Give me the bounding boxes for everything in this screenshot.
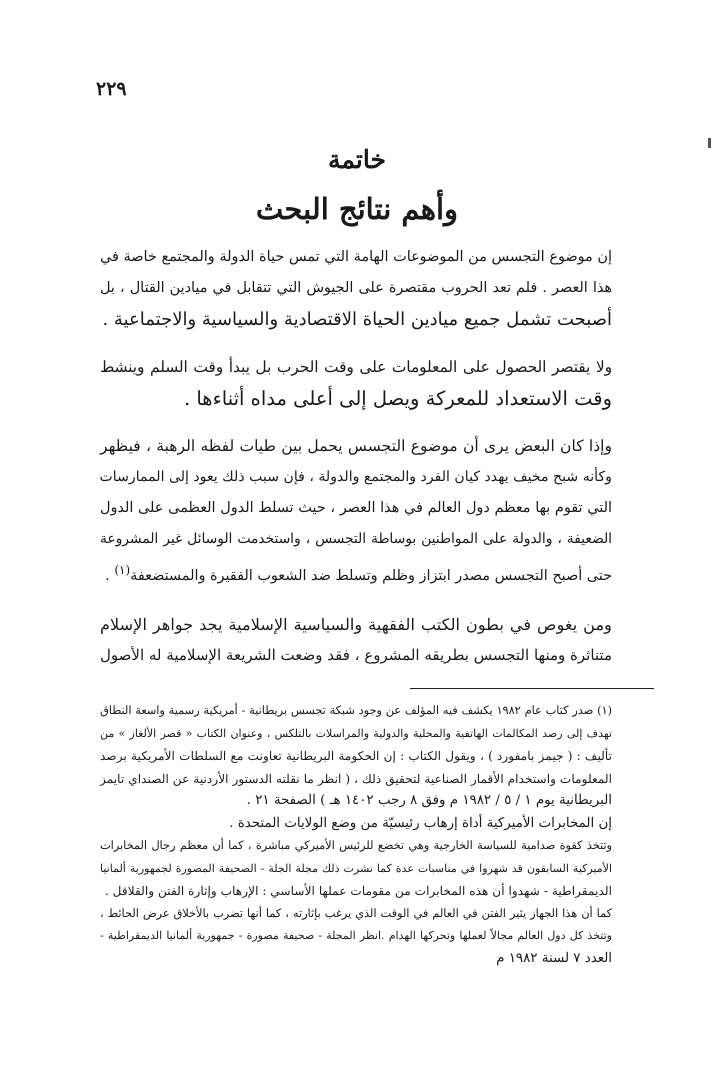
footnote-line: تهدف إلى رصد المكالمات الهاتفية والمحلية والدولية والمراسلات بالتلكس ، وعنوان الكتاب « قصر الألغاز » من [100, 726, 612, 740]
footnote-line: كما أن هذا الجهاز يثير الفتن في العالم في الوقت الذي يرغب بإثارته ، كما أنها تضرب بالأخلاق عرض الحائط ، [100, 906, 612, 920]
text-line: متناثرة ومنها التجسس بطريقه المشروع ، فقد وضعت الشريعة الإسلامية له الأصول [100, 645, 612, 664]
paragraph [100, 609, 612, 671]
sentence-end: . [105, 567, 115, 584]
footnote-line: المعلومات واستخدام الأقمار الصناعية لتحقيق ذلك ، ( انظر ما نقلته الدستور الأردنية عن الصنداي تايمز [100, 771, 612, 786]
text-line: هذا العصر . فلم تعد الحروب مقتصرة على الجيوش التي تتقابل في ميادين القتال ، بل [100, 280, 612, 296]
paragraph [100, 431, 612, 592]
chapter-subtitle: وأهم نتائج البحث [255, 192, 459, 226]
chapter-title: خاتمة [328, 145, 386, 174]
text-line: وقت الاستعداد للمعركة ويصل إلى أعلى مداه أثناءها . [183, 387, 612, 410]
paragraph [100, 352, 612, 414]
footnote-line: تأليف : ( جيمز بامفورد ) ، ويقول الكتاب : إن الحكومة البريطانية تعاونت مع السلطات الأمريكية برصد [100, 749, 612, 763]
footnote-line: الأميركية السابقون قد شهروا في مناسبات عدة كما نشرت ذلك مجلة الجلة - الصحيفة المصورة لجمهورية ألمانيا [100, 861, 612, 875]
footnote-line: (١) صدر كتاب عام ١٩٨٢ يكشف فيه المؤلف عن وجود شبكة تجسس بريطانية - أمريكية رسمية واسعة النطاق [100, 704, 612, 717]
text-line: أصبحت تشمل جميع ميادين الحياة الاقتصادية والسياسية والاجتماعية . [102, 309, 612, 330]
footnote-line: البريطانية يوم ١ / ٥ / ١٩٨٢ م وفق ٨ رجب ١٤٠٢ هـ ) الصفحة ٢١ . [246, 793, 612, 808]
paragraph [100, 242, 612, 335]
text-line: وكأنه شبح مخيف يهدد كيان الفرد والمجتمع والدولة ، فإن سبب ذلك يعود إلى الممارسات [99, 469, 612, 485]
footnote-line: الديمقراطية - شهدوا أن هذه المخابرات من مقومات عملها الأساسي : الإرهاب وإثارة الفتن والقلاقل . [104, 884, 612, 898]
footnotes [100, 700, 612, 970]
text-line: وإذا كان البعض يرى أن موضوع التجسس يحمل بين طيات لفظه الرهبة ، فيظهر [100, 437, 612, 455]
text-line: التي تقوم بها معظم دول العالم في هذا العصر ، حيث تسلط الدول العظمى على الدول [100, 500, 612, 516]
footnote-divider [410, 688, 654, 689]
footnote-line: العدد ٧ لسنة ١٩٨٢ م [496, 950, 612, 966]
page-number: ٢٢٩ [96, 78, 127, 100]
text-line: ولا يقتصر الحصول على المعلومات على وقت الحرب بل يبدأ وقت السلم وينشط [100, 358, 612, 376]
footnote-reference[interactable]: (١) [114, 563, 131, 577]
text-line: إن موضوع التجسس من الموضوعات الهامة التي تمس حياة الدولة والمجتمع خاصة في [100, 249, 612, 265]
text-line-content: حتى أصبح التجسس مصدر ابتزاز وظلم وتسلط ضد الشعوب الفقيرة والمستضعفة [130, 567, 612, 584]
footnote-line: وتتخذ كقوة صدامية للسياسة الخارجية وهي تخضع للرئيس الأميركي مباشرة ، كما أن معظم رجال المخابرات [100, 839, 612, 852]
body-text [100, 242, 612, 671]
text-line [100, 555, 612, 592]
text-line: ومن يغوص في بطون الكتب الفقهية والسياسية الإسلامية يجد جواهر الإسلام [100, 614, 612, 634]
footnote-line: إن المخابرات الأميركية أداة إرهاب رئيسيّة من وضع الولايات المتحدة . [229, 815, 612, 831]
footnote-line: وتتخذ كل دول العالم مجالاً لعملها وتحركها الهدام .انظر المجلة - صحيفة مصورة - جمهورية ألمانيا الديمقراطية - [100, 929, 612, 942]
text-line: الضعيفة ، والدولة على المواطنين بوساطة التجسس ، واستخدمت الوسائل غير المشروعة [100, 531, 612, 547]
